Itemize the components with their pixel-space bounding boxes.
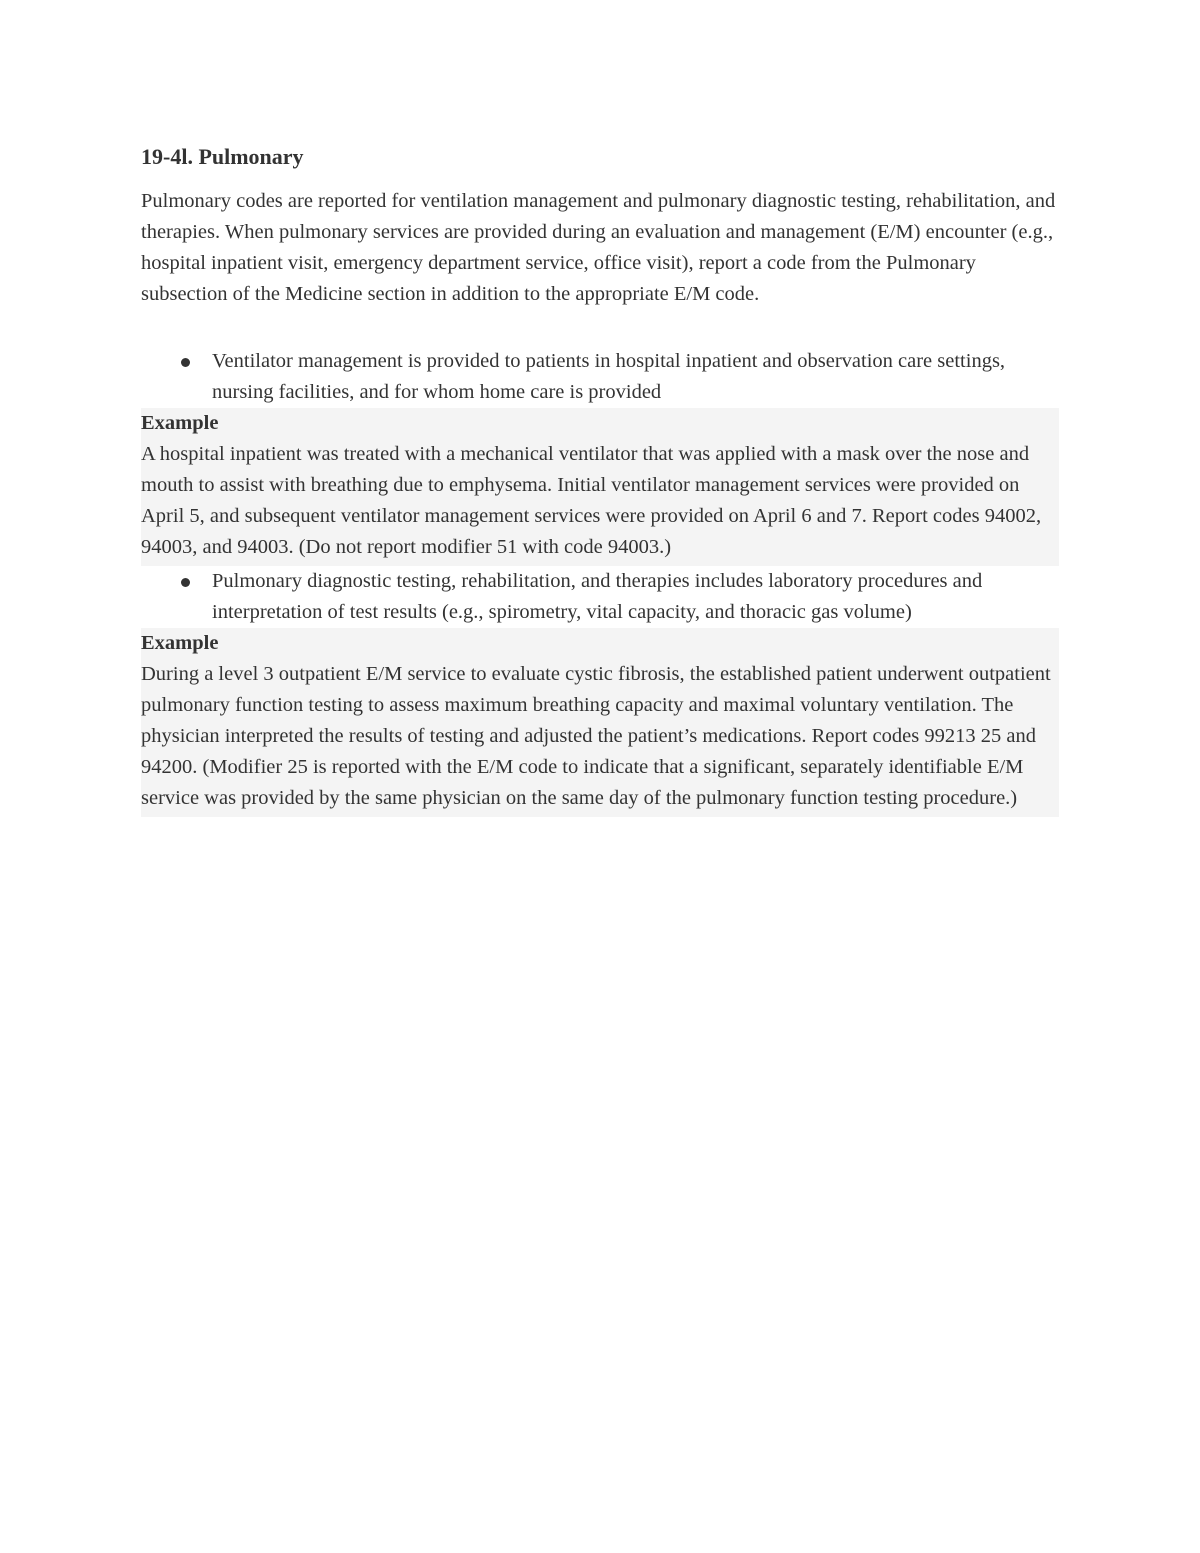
bullet-text: Ventilator management is provided to patients in hospital inpatient and observation care settings, nursing facilities, and for whom home care is provided bbox=[212, 350, 1006, 403]
bullet-text: Pulmonary diagnostic testing, rehabilitation, and therapies includes laboratory procedures and interpretation of test results (e.g., spirometry, vital capacity, and thoracic gas volume) bbox=[212, 570, 983, 623]
example-text: A hospital inpatient was treated with a mechanical ventilator that was applied with a mask over the nose and mouth to assist with breathing due to emphysema. Initial ventilator management services were provided on April 5, and subsequent ventilator management services were provided on April 6 and 7. Report codes 94002, 94003, and 94003. (Do not report modifier 51 with code 94003.) bbox=[141, 443, 1042, 558]
example-text: During a level 3 outpatient E/M service to evaluate cystic fibrosis, the established patient underwent outpatient pulmonary function testing to assess maximum breathing capacity and maximal voluntary ventilation. The physician interpreted the results of testing and adjusted the patient’s medications. Report codes 99213 25 and 94200. (Modifier 25 is reported with the E/M code to indicate that a significant, separately identifiable E/M service was provided by the same physician on the same day of the pulmonary function testing procedure.) bbox=[141, 663, 1051, 809]
bullet-dot-icon bbox=[181, 358, 190, 367]
example-label: Example bbox=[141, 632, 219, 654]
example-box bbox=[141, 408, 1059, 566]
section-heading: 19-4l. Pulmonary bbox=[141, 144, 304, 169]
example-box bbox=[141, 628, 1059, 817]
bullet-dot-icon bbox=[181, 578, 190, 587]
bullet-item bbox=[141, 346, 1059, 408]
bullet-item bbox=[141, 566, 1059, 628]
document-page bbox=[141, 140, 1059, 817]
example-label: Example bbox=[141, 412, 219, 434]
intro-paragraph: Pulmonary codes are reported for ventilation management and pulmonary diagnostic testing, rehabilitation, and therapies. When pulmonary services are provided during an evaluation and management (E/M) encounter (e.g., hospital inpatient visit, emergency department service, office visit), report a code from the Pulmonary subsection of the Medicine section in addition to the appropriate E/M code. bbox=[141, 190, 1056, 305]
